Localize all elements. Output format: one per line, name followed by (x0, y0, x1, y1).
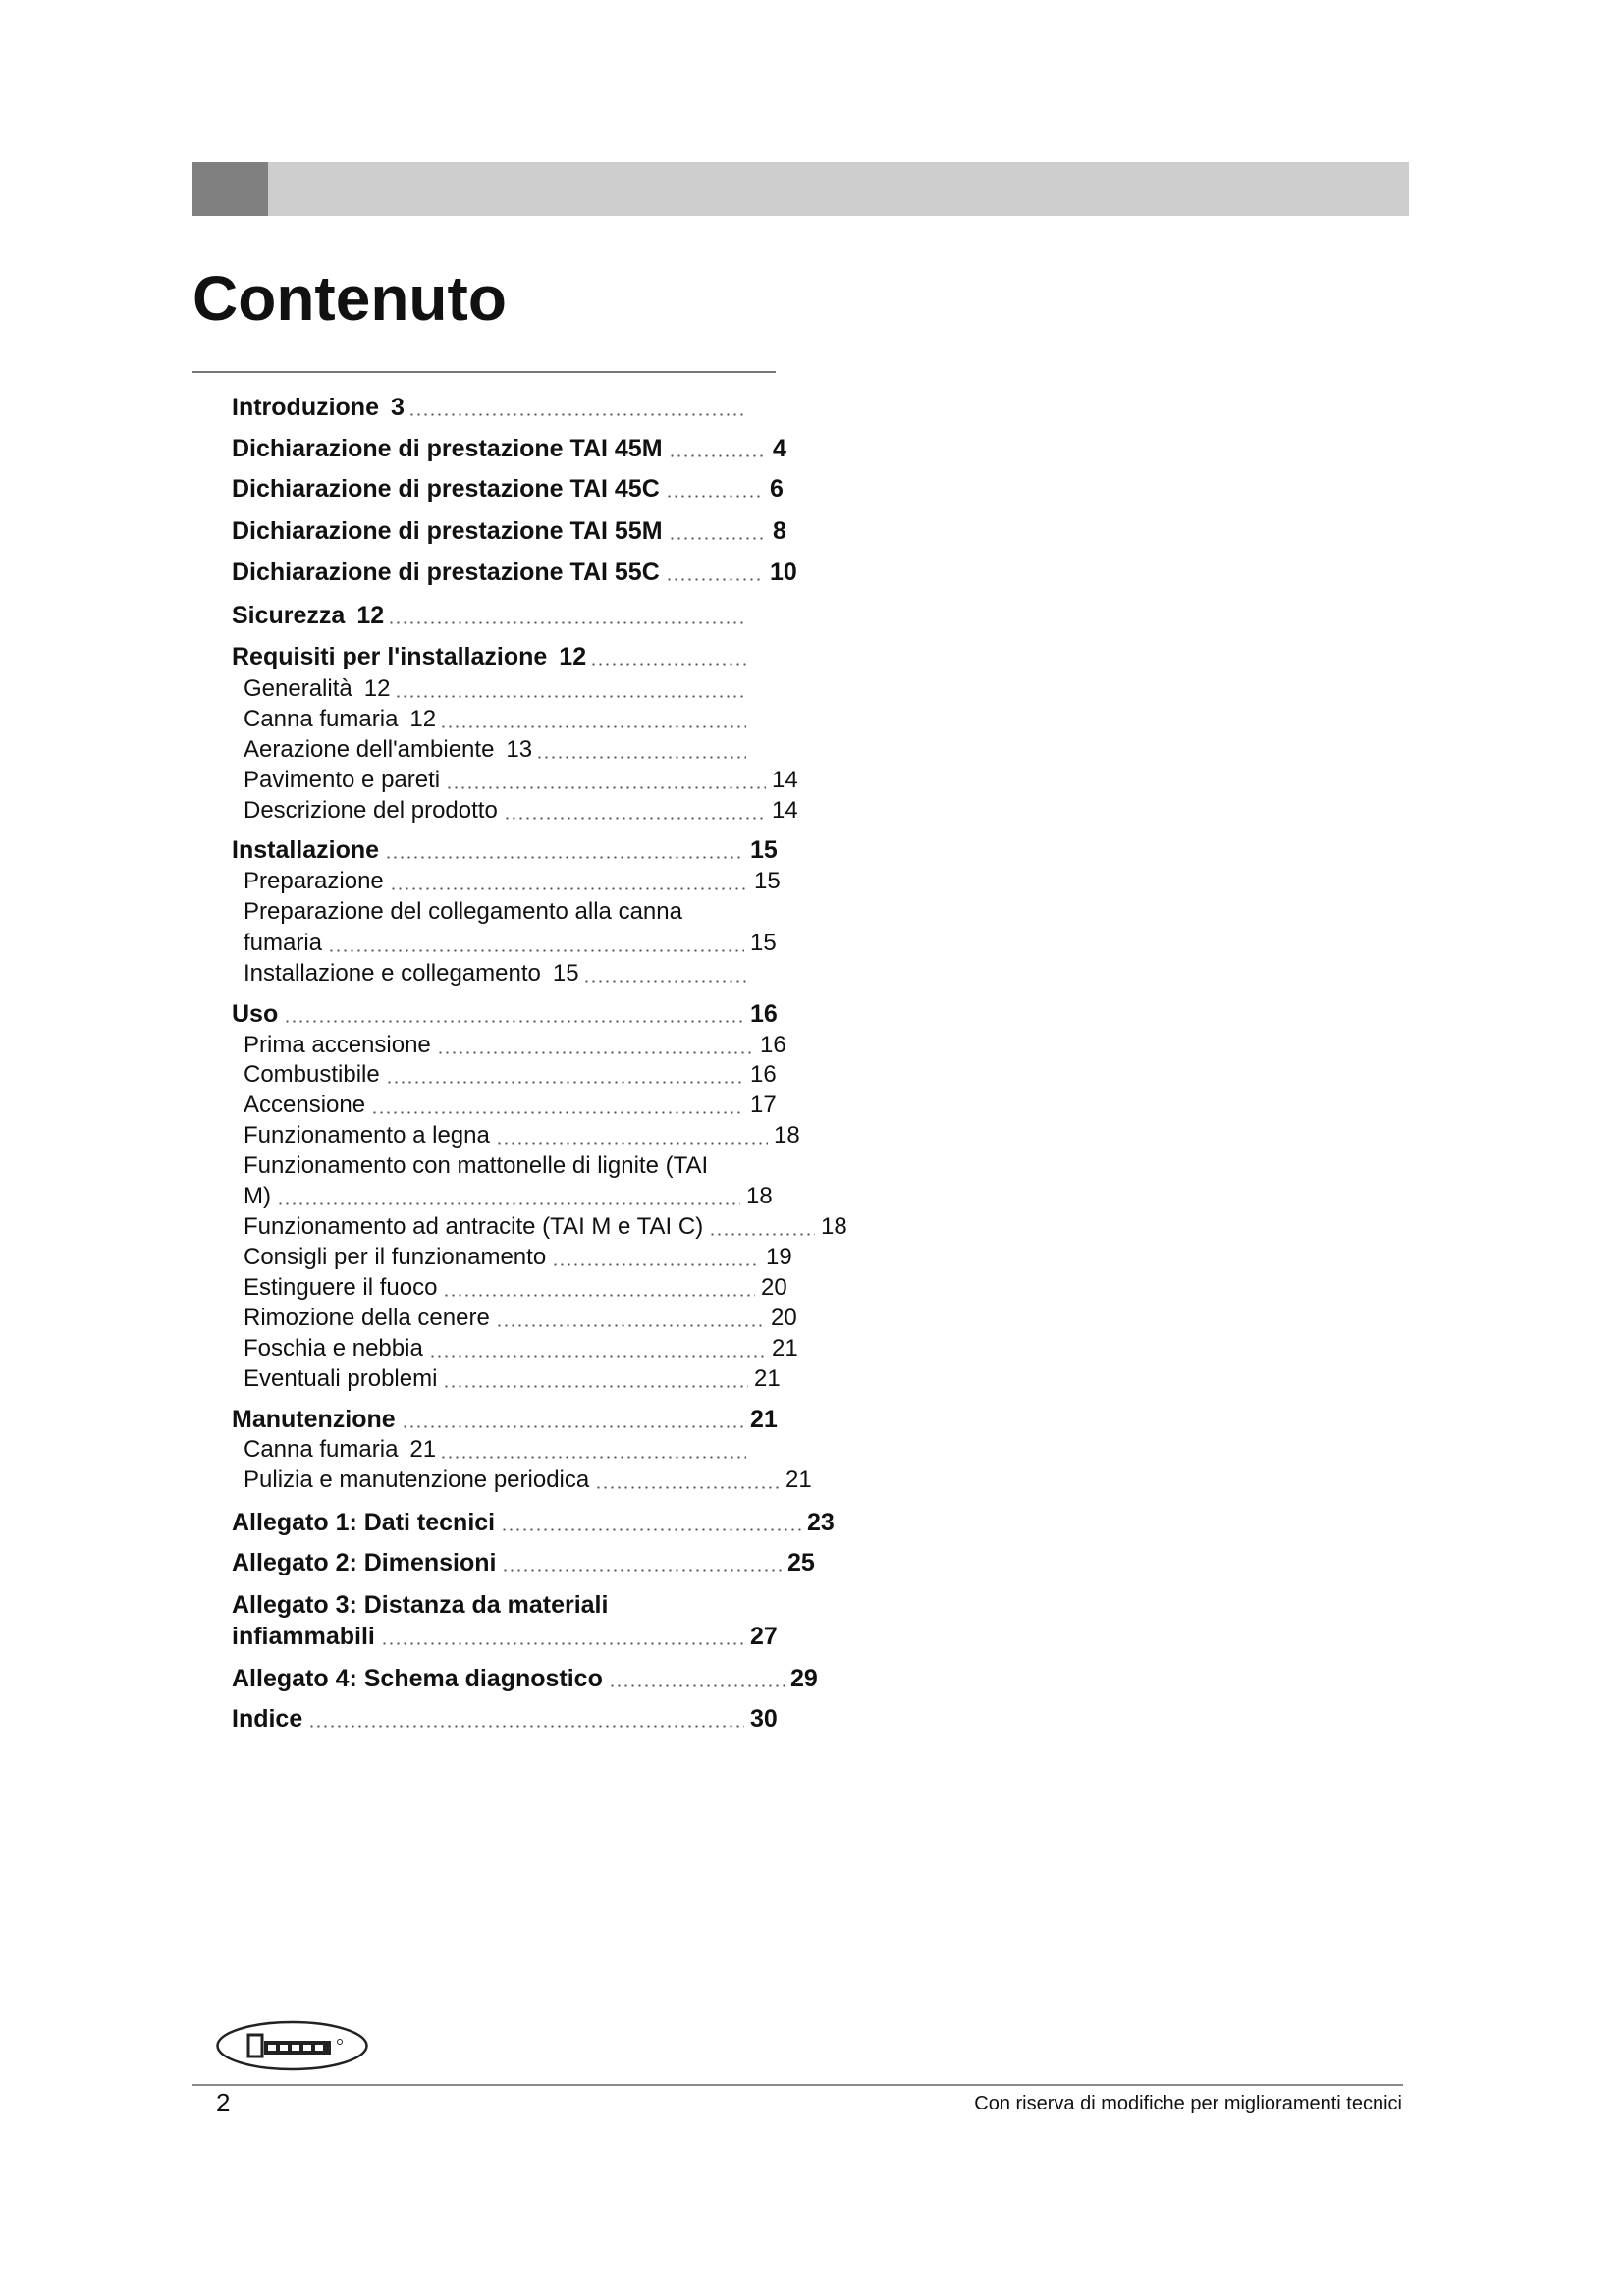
toc-entry[interactable] (244, 1182, 852, 1211)
toc-entry-page: 14 (772, 797, 798, 824)
toc-leader-dots (437, 1051, 754, 1054)
toc-entry[interactable] (244, 867, 852, 896)
toc-leader-dots (446, 786, 766, 789)
toc-entry-page: 15 (750, 930, 777, 956)
toc-leader-dots (609, 1684, 785, 1687)
toc-leader-dots (385, 856, 744, 859)
toc-entry[interactable] (244, 1031, 852, 1060)
toc-entry-page: 12 (363, 675, 391, 702)
toc-entry-title: Manutenzione (232, 1406, 396, 1433)
toc-entry-title: Funzionamento ad antracite (TAI M e TAI C) (244, 1213, 704, 1240)
toc-entry-title: Dichiarazione di prestazione TAI 45M (232, 435, 663, 462)
toc-entry-page: 21 (754, 1365, 781, 1392)
toc-leader-dots (386, 1081, 744, 1084)
toc-entry-title: Allegato 4: Schema diagnostico (232, 1665, 603, 1692)
toc-entry[interactable] (244, 1435, 852, 1465)
toc-entry[interactable] (244, 929, 852, 958)
toc-entry-title: Indice (232, 1705, 303, 1733)
toc-entry[interactable] (244, 1121, 852, 1150)
toc-entry-title: Preparazione del collegamento alla canna (244, 898, 682, 925)
toc-entry[interactable] (244, 674, 852, 704)
toc-entry[interactable] (244, 705, 852, 734)
toc-leader-dots (583, 980, 746, 983)
toc-entry-page: 15 (750, 836, 778, 864)
toc-entry-page: 8 (773, 517, 786, 545)
toc-entry-title: Accensione (244, 1092, 366, 1118)
toc-entry-title: Allegato 2: Dimensioni (232, 1549, 497, 1576)
toc-entry-page: 6 (770, 475, 784, 503)
toc-entry[interactable] (244, 1091, 852, 1120)
page-title: Contenuto (192, 263, 507, 334)
toc-leader-dots (496, 1142, 768, 1145)
toc-entry[interactable] (244, 766, 852, 795)
toc-entry-page: 29 (790, 1665, 818, 1692)
toc-leader-dots (669, 454, 767, 457)
toc-entry-page: 12 (559, 643, 587, 670)
toc-entry[interactable] (232, 1405, 840, 1434)
toc-entry-title: Requisiti per l'installazione (232, 643, 548, 670)
toc-entry[interactable] (232, 434, 840, 463)
toc-leader-dots (440, 725, 746, 728)
toc-entry-title: Canna fumaria (244, 1436, 399, 1463)
toc-entry-title: Funzionamento con mattonelle di lignite (TAI (244, 1152, 709, 1179)
toc-entry[interactable] (232, 1664, 840, 1693)
toc-entry-page: 16 (750, 1000, 778, 1028)
toc-entry-title: Generalità (244, 675, 352, 702)
toc-entry-title: Funzionamento a legna (244, 1122, 490, 1148)
toc-leader-dots (501, 1528, 801, 1531)
toc-entry-title: Dichiarazione di prestazione TAI 45C (232, 475, 660, 503)
toc-leader-dots (502, 1569, 782, 1572)
toc-leader-dots (536, 756, 746, 759)
toc-entry-page: 13 (506, 736, 533, 763)
toc-entry-title: Foschia e nebbia (244, 1335, 423, 1362)
toc-entry[interactable] (232, 1622, 840, 1651)
toc-entry-title: infiammabili (232, 1623, 375, 1650)
toc-leader-dots (504, 817, 766, 820)
toc-entry-page: 30 (750, 1705, 778, 1733)
toc-entry-title: Installazione e collegamento (244, 960, 541, 987)
toc-entry-page: 27 (750, 1623, 778, 1650)
dovre-logo (215, 2019, 369, 2072)
toc-entry[interactable] (244, 1212, 852, 1242)
toc-leader-dots (284, 1020, 744, 1023)
toc-leader-dots (709, 1233, 815, 1236)
toc-leader-dots (429, 1355, 766, 1358)
toc-entry-page: 12 (356, 602, 385, 629)
toc-entry[interactable] (244, 1243, 852, 1272)
toc-leader-dots (395, 695, 746, 698)
toc-entry-page: 15 (754, 868, 781, 894)
toc-entry-page: 19 (766, 1244, 792, 1270)
toc-entry-title: Rimozione della cenere (244, 1305, 490, 1331)
toc-entry[interactable] (232, 1704, 840, 1734)
toc-entry[interactable] (244, 897, 852, 927)
toc-leader-dots (381, 1642, 744, 1645)
toc-entry-title: Dichiarazione di prestazione TAI 55M (232, 517, 663, 545)
toc-entry[interactable] (232, 642, 840, 671)
toc-entry[interactable] (244, 1060, 852, 1090)
toc-entry-title: Combustibile (244, 1061, 380, 1088)
toc-entry[interactable] (244, 1364, 852, 1394)
toc-entry[interactable] (244, 735, 852, 765)
toc-entry-page: 21 (409, 1436, 437, 1463)
toc-entry[interactable] (232, 474, 840, 504)
toc-leader-dots (443, 1385, 748, 1388)
toc-leader-dots (440, 1456, 746, 1459)
toc-entry-title: Installazione (232, 836, 380, 864)
toc-entry-page: 21 (785, 1467, 812, 1493)
toc-entry-title: Estinguere il fuoco (244, 1274, 438, 1301)
toc-entry-page: 23 (807, 1509, 835, 1536)
toc-entry[interactable] (232, 835, 840, 865)
page-number: 2 (216, 2088, 231, 2117)
toc-entry[interactable] (244, 1466, 852, 1495)
toc-leader-dots (388, 621, 746, 624)
toc-entry[interactable] (232, 393, 840, 422)
toc-entry-title: Uso (232, 1000, 279, 1028)
toc-entry-title: Aerazione dell'ambiente (244, 736, 495, 763)
toc-entry-page: 18 (774, 1122, 800, 1148)
toc-entry-page: 18 (821, 1213, 847, 1240)
toc-leader-dots (443, 1294, 755, 1297)
toc-leader-dots (277, 1202, 740, 1205)
toc-leader-dots (402, 1425, 744, 1428)
toc-entry-page: 3 (390, 394, 405, 421)
toc-entry-page: 16 (750, 1061, 777, 1088)
toc-entry[interactable] (232, 1590, 840, 1620)
toc-entry-page: 20 (761, 1274, 787, 1301)
toc-entry[interactable] (232, 558, 840, 587)
toc-entry[interactable] (244, 959, 852, 988)
toc-entry-title: Preparazione (244, 868, 384, 894)
toc-entry-page: 20 (771, 1305, 797, 1331)
toc-entry[interactable] (232, 999, 840, 1029)
toc-entry-page: 15 (552, 960, 579, 987)
toc-leader-dots (669, 537, 767, 540)
toc-entry[interactable] (244, 796, 852, 826)
toc-leader-dots (595, 1486, 780, 1489)
toc-entry-title: fumaria (244, 930, 323, 956)
toc-entry[interactable] (244, 1151, 852, 1181)
footer-note: Con riserva di modifiche per miglioramenti tecnici (974, 2093, 1402, 2114)
toc-entry-title: Pavimento e pareti (244, 767, 441, 793)
toc-entry-title: Eventuali problemi (244, 1365, 438, 1392)
toc-entry-title: Allegato 3: Distanza da materiali (232, 1591, 609, 1619)
toc-entry-title: Canna fumaria (244, 706, 399, 732)
toc-entry[interactable] (244, 1334, 852, 1363)
toc-leader-dots (390, 887, 748, 890)
toc-entry[interactable] (244, 1304, 852, 1333)
toc-entry[interactable] (232, 516, 840, 546)
toc-entry-page: 4 (773, 435, 786, 462)
toc-entry[interactable] (232, 601, 840, 630)
toc-entry-page: 25 (787, 1549, 815, 1576)
toc-entry-title: Consigli per il funzionamento (244, 1244, 547, 1270)
toc-entry-page: 18 (746, 1183, 773, 1209)
toc-entry-page: 17 (750, 1092, 777, 1118)
toc-entry[interactable] (232, 1508, 840, 1537)
toc-leader-dots (666, 495, 764, 498)
toc-leader-dots (590, 663, 746, 666)
toc-entry-page: 16 (760, 1032, 786, 1058)
toc-entry-title: Descrizione del prodotto (244, 797, 498, 824)
toc-entry-title: Dichiarazione di prestazione TAI 55C (232, 559, 660, 586)
toc-leader-dots (408, 413, 746, 416)
toc-leader-dots (308, 1725, 744, 1728)
toc-leader-dots (496, 1324, 765, 1327)
toc-leader-dots (666, 578, 764, 581)
toc-entry-title: Allegato 1: Dati tecnici (232, 1509, 496, 1536)
toc-entry-title: M) (244, 1183, 271, 1209)
toc-entry-title: Sicurezza (232, 602, 346, 629)
toc-entry-title: Prima accensione (244, 1032, 431, 1058)
toc-entry-title: Introduzione (232, 394, 379, 421)
toc-entry[interactable] (244, 1273, 852, 1303)
toc-leader-dots (328, 949, 744, 952)
toc-entry-page: 21 (772, 1335, 798, 1362)
toc-entry-page: 10 (770, 559, 797, 586)
toc-entry-page: 21 (750, 1406, 778, 1433)
footer-divider (192, 2084, 1403, 2086)
toc-leader-dots (371, 1111, 744, 1114)
toc-entry-page: 12 (409, 706, 437, 732)
toc-entry[interactable] (232, 1548, 840, 1577)
toc-entry-page: 14 (772, 767, 798, 793)
toc-entry-title: Pulizia e manutenzione periodica (244, 1467, 590, 1493)
toc-leader-dots (552, 1263, 760, 1266)
